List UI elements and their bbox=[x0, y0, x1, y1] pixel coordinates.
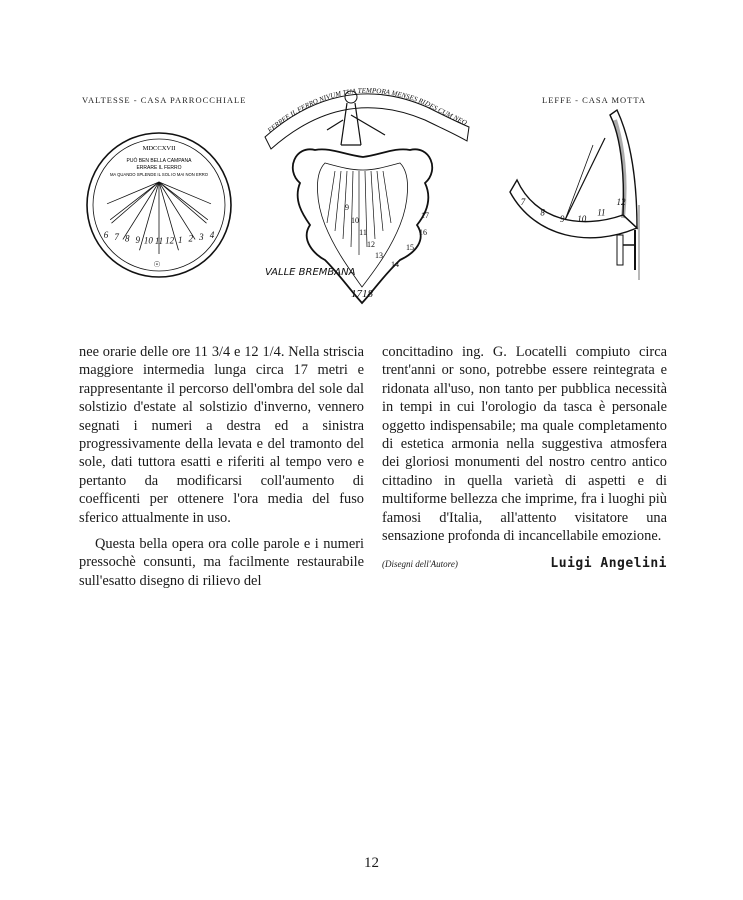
sundial-hour-numeral: 7 bbox=[114, 231, 119, 242]
sundial-hour-numeral: 9 bbox=[135, 234, 141, 245]
plate-hour-numeral: 10 bbox=[577, 214, 587, 225]
left-paragraph-1: nee orarie delle ore 11 3/4 e 12 1/4. Nella striscia maggiore intermedia lunga circa 17 metri e rappresentante il percorso dell'ombra del sole dal solstizio d'estate al solstizio d'inverno, vennero segnati i numeri a destra ed a sinistra progressivamente della levata e del tramonto del sole, dati tuttora esatti e riferiti al tempo vero e pertanto da modificarsi coll'aumento di coefficenti per ottenere l'ora media del fuso sferico attualmente in uso. bbox=[79, 344, 364, 526]
sundial-drawing-valtesse bbox=[84, 130, 234, 280]
plate-hour-numeral: 9 bbox=[559, 214, 565, 225]
cartouche-hour-line bbox=[383, 171, 391, 223]
sundial-motto-line-2: ERRARE IL FERRO bbox=[136, 165, 182, 171]
cartouche-hour-numeral: 10 bbox=[351, 216, 359, 225]
sundial-hour-line bbox=[159, 182, 207, 223]
sundial-drawing-valle-brembana bbox=[252, 69, 470, 315]
sundial-motto-line-1: PUÒ BEN BELLA CAMPANA bbox=[126, 158, 192, 164]
cartouche-hour-line bbox=[335, 171, 341, 231]
page-number: 12 bbox=[364, 855, 379, 871]
sundial-hour-numeral: 4 bbox=[209, 230, 215, 240]
cartouche-hour-numeral: 9 bbox=[345, 203, 349, 212]
sundial-hour-line bbox=[123, 182, 159, 239]
sundial-year-1718: 1718 bbox=[351, 288, 373, 300]
drawings-credit: (Disegni dell'Autore) bbox=[382, 559, 458, 570]
article-column-left bbox=[79, 343, 364, 590]
sundial-hour-numeral: 12 bbox=[165, 235, 175, 246]
sundial-hour-line bbox=[159, 182, 195, 239]
cartouche-hour-numeral: 15 bbox=[406, 243, 414, 252]
sundial-hour-line bbox=[111, 182, 159, 223]
article-column-right bbox=[382, 343, 667, 574]
plate-hour-numeral: 7 bbox=[520, 197, 526, 207]
cartouche-hour-line bbox=[351, 171, 353, 247]
sundial-hour-numeral: 2 bbox=[188, 233, 194, 244]
place-label: VALLE BREMBANA bbox=[265, 267, 356, 278]
cartouche-hour-line bbox=[377, 171, 383, 231]
sundial-hour-numeral: 10 bbox=[143, 235, 153, 246]
left-paragraph-2: Questa bella opera ora colle parole e i numeri pressochè consunti, ma facilmente restaurabile sull'esatto disegno di rilievo del bbox=[79, 536, 364, 589]
sundial-hour-numeral: 11 bbox=[154, 236, 164, 246]
right-paragraph-1: concittadino ing. G. Locatelli compiuto circa trent'anni or sono, potrebbe essere reintegrata e ridonata all'uso, non tanto per pubblica necessità in tempi in cui l'orologio da tasca è personale oggetto indispensabile; ma quale completamento di estetica armonia nella suggestiva atmosfera dei gloriosi monumenti del nostro centro antico cittadino in quella varietà di aspetti e di multiforme bellezza che imprime, fra i luoghi più famosi d'Italia, all'attento visitatore una sensazione profonda di incancellabile emozione. bbox=[382, 344, 667, 545]
plate-hour-numeral: 8 bbox=[540, 207, 545, 218]
cartouche-hour-line bbox=[327, 171, 335, 223]
figure-caption-valtesse: VALTESSE - CASA PARROCCHIALE bbox=[82, 95, 247, 105]
credits-line bbox=[382, 555, 667, 573]
sundial-motto-line-3: MA QUANDO SPLENDE IL SOL IO MAI NON ERRO bbox=[109, 172, 209, 177]
sundial-year: MDCCXVII bbox=[142, 145, 176, 152]
sundial-drawing-leffe bbox=[505, 110, 655, 300]
plate-hour-numeral: 11 bbox=[597, 207, 606, 218]
sundial-sun-symbol: ☉ bbox=[153, 260, 161, 269]
cartouche-hour-numeral: 14 bbox=[391, 260, 399, 269]
cartouche-hour-numeral: 12 bbox=[367, 240, 375, 249]
sundial-hour-numeral: 1 bbox=[177, 234, 183, 245]
ribbon-motto: FERREE IL FERRO NIVUM TUA TEMPORA MENSES RIDES CUM NEO LUNA SIAS bbox=[252, 69, 469, 135]
cartouche-hour-numeral: 11 bbox=[359, 228, 367, 237]
sundial-hour-line bbox=[110, 182, 159, 220]
cartouche-hour-line bbox=[371, 171, 375, 239]
sundial-hour-numeral: 6 bbox=[103, 230, 109, 240]
plate-hour-numeral: 12 bbox=[616, 197, 626, 207]
sundial-hour-line bbox=[107, 182, 159, 204]
figure-caption-leffe: LEFFE - CASA MOTTA bbox=[542, 95, 646, 105]
sundial-hour-line bbox=[159, 182, 208, 220]
cartouche-hour-numeral: 13 bbox=[375, 251, 383, 260]
cartouche-hour-numeral: 17 bbox=[421, 211, 429, 220]
author-signature: Luigi Angelini bbox=[550, 556, 667, 572]
sundial-hour-numeral: 8 bbox=[124, 233, 130, 244]
cartouche-hour-numeral: 16 bbox=[419, 228, 427, 237]
sundial-hour-line bbox=[159, 182, 211, 204]
sundial-hour-numeral: 3 bbox=[199, 231, 204, 242]
